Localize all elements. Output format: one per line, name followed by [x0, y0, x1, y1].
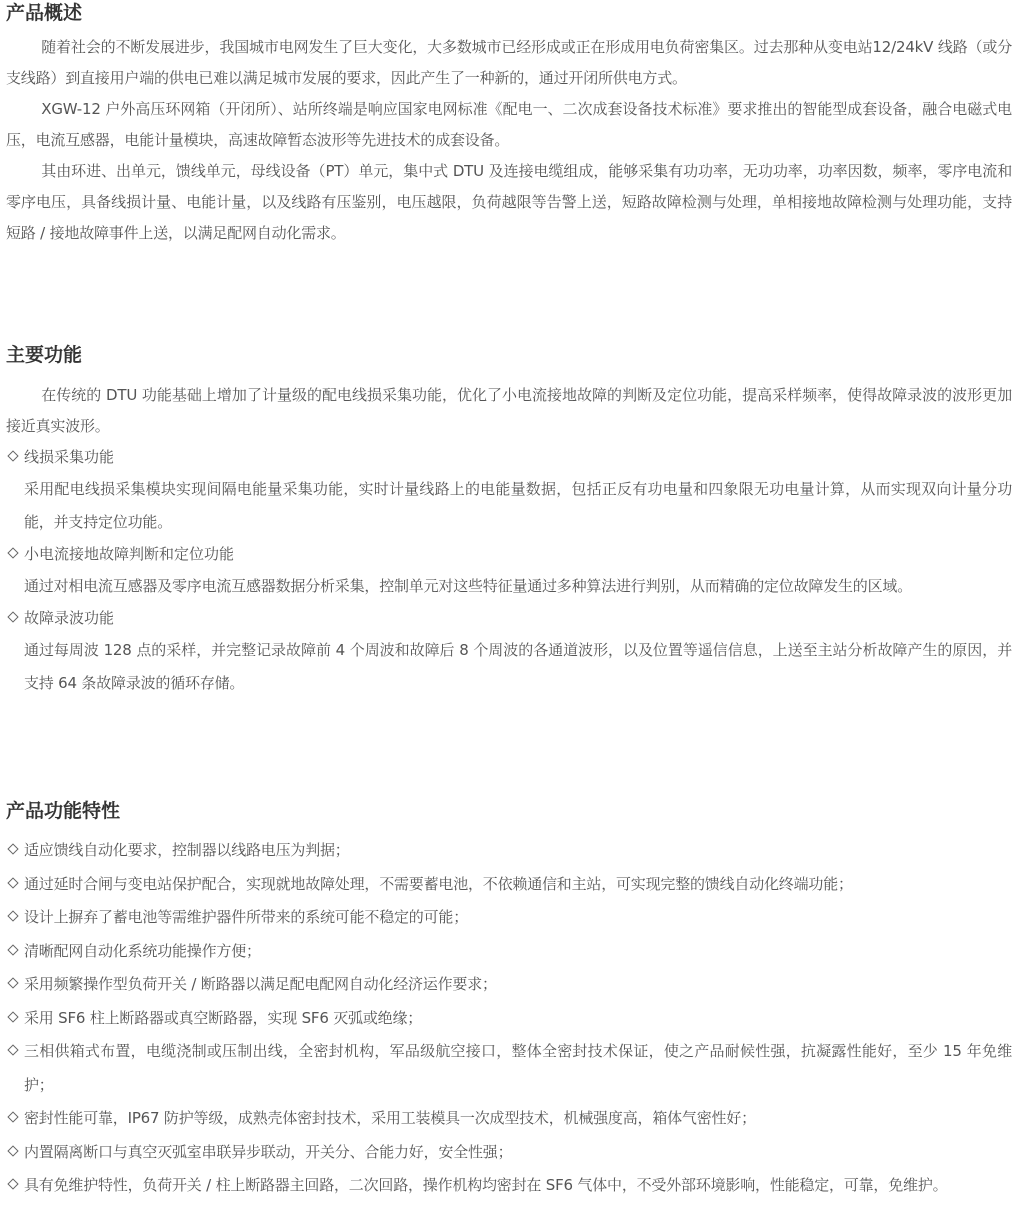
diamond-bullet-icon	[7, 910, 18, 921]
feature-text: 内置隔离断口与真空灭弧室串联异步联动，开关分、合能力好，安全性强；	[24, 1142, 513, 1161]
functions-title: 主要功能	[6, 344, 83, 366]
features-list	[6, 834, 1012, 1203]
function-heading: 线损采集功能	[24, 448, 115, 466]
page-content	[6, 0, 1012, 1203]
diamond-bullet-icon	[7, 977, 18, 988]
functions-intro: 在传统的 DTU 功能基础上增加了计量级的配电线损采集功能，优化了小电流接地故障的判断及定位功能，提高采样频率，使得故障录波的波形更加接近真实波形。	[6, 386, 1012, 435]
function-item	[6, 539, 1012, 603]
feature-item	[6, 834, 1012, 868]
features-section	[6, 798, 1012, 1203]
feature-item	[6, 935, 1012, 969]
diamond-bullet-icon	[7, 547, 18, 558]
overview-paragraph-1: 随着社会的不断发展进步，我国城市电网发生了巨大变化，大多数城市已经形成或正在形成用电负荷密集区。过去那种从变电站12/24kV 线路（或分支线路）到直接用户端的供电已难以满足城市发展的要求，因此产生了一种新的，通过开闭所供电方式。	[6, 38, 1012, 87]
overview-paragraph-3: 其由环进、出单元，馈线单元，母线设备（PT）单元，集中式 DTU 及连接电缆组成，能够采集有功功率，无功功率，功率因数，频率，零序电流和零序电压，具备线损计量、电能计量，以及线路有压鉴别，电压越限，负荷越限等告警上送，短路故障检测与处理，单相接地故障检测与处理功能，支持短路 / 接地故障事件上送，以满足配网自动化需求。	[6, 162, 1012, 242]
function-item	[6, 603, 1012, 700]
function-body: 通过每周波 128 点的采样，并完整记录故障前 4 个周波和故障后 8 个周波的各通道波形，以及位置等遥信信息，上送至主站分析故障产生的原因，并支持 64 条故障录波的循环存储。	[24, 641, 1012, 692]
functions-section	[6, 342, 1012, 700]
feature-item	[6, 901, 1012, 935]
feature-text: 通过延时合闸与变电站保护配合，实现就地故障处理，不需要蓄电池，不依赖通信和主站，可实现完整的馈线自动化终端功能；	[24, 874, 853, 893]
feature-item	[6, 1136, 1012, 1170]
feature-text: 密封性能可靠，IP67 防护等级，成熟壳体密封技术，采用工装模具一次成型技术，机械强度高，箱体气密性好；	[24, 1109, 756, 1127]
function-body: 通过对相电流互感器及零序电流互感器数据分析采集，控制单元对这些特征量通过多种算法进行判别，从而精确的定位故障发生的区域。	[24, 577, 913, 595]
diamond-bullet-icon	[7, 843, 18, 854]
diamond-bullet-icon	[7, 1145, 18, 1156]
feature-text: 清晰配网自动化系统功能操作方便；	[24, 941, 261, 960]
feature-text: 三相供箱式布置，电缆浇制或压制出线，全密封机构，军品级航空接口，整体全密封技术保证，使之产品耐候性强，抗凝露性能好，至少 15 年免维护；	[24, 1042, 1012, 1094]
diamond-bullet-icon	[7, 1178, 18, 1189]
diamond-bullet-icon	[7, 944, 18, 955]
diamond-bullet-icon	[7, 611, 18, 622]
overview-paragraph-2: XGW-12 户外高压环网箱（开闭所）、站所终端是响应国家电网标准《配电一、二次成套设备技术标准》要求推出的智能型成套设备，融合电磁式电压，电流互感器，电能计量模块，高速故障暂态波形等先进技术的成套设备。	[6, 100, 1012, 149]
feature-text: 适应馈线自动化要求，控制器以线路电压为判据；	[24, 841, 350, 859]
feature-item	[6, 1002, 1012, 1036]
feature-text: 具有免维护特性，负荷开关 / 柱上断路器主回路，二次回路，操作机构均密封在 SF6 气体中，不受外部环境影响，性能稳定，可靠，免维护。	[24, 1176, 948, 1194]
feature-item	[6, 1102, 1012, 1136]
diamond-bullet-icon	[7, 1111, 18, 1122]
function-heading: 故障录波功能	[24, 609, 115, 627]
feature-text: 设计上摒弃了蓄电池等需维护器件所带来的系统可能不稳定的可能；	[24, 908, 469, 926]
overview-section	[6, 0, 1012, 249]
function-body: 采用配电线损采集模块实现间隔电能量采集功能，实时计量线路上的电能量数据，包括正反有功电量和四象限无功电量计算，从而实现双向计量分功能，并支持定位功能。	[24, 480, 1012, 531]
diamond-bullet-icon	[7, 450, 18, 461]
feature-text: 采用频繁操作型负荷开关 / 断路器以满足配电配网自动化经济运作要求；	[24, 975, 497, 993]
feature-text: 采用 SF6 柱上断路器或真空断路器，实现 SF6 灭弧或绝缘；	[24, 1008, 423, 1027]
diamond-bullet-icon	[7, 1044, 18, 1055]
feature-item	[6, 1035, 1012, 1102]
feature-item	[6, 968, 1012, 1002]
features-title: 产品功能特性	[6, 800, 121, 822]
feature-item	[6, 868, 1012, 902]
feature-item	[6, 1169, 1012, 1203]
function-heading: 小电流接地故障判断和定位功能	[24, 545, 235, 563]
overview-title: 产品概述	[6, 2, 83, 24]
diamond-bullet-icon	[7, 1011, 18, 1022]
diamond-bullet-icon	[7, 877, 18, 888]
function-item	[6, 442, 1012, 539]
